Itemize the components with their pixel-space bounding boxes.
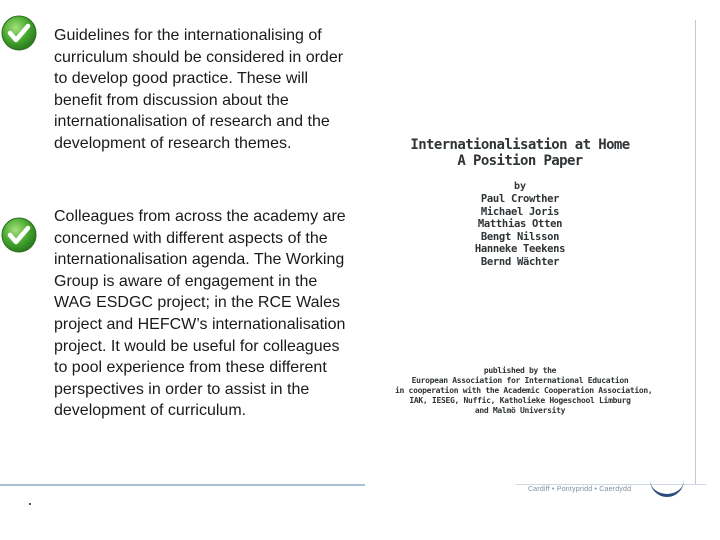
checkmark-icon [0, 216, 38, 254]
author-name: Bernd Wächter [480, 255, 560, 268]
vertical-divider [695, 20, 696, 484]
publisher-line: in cooperation with the Academic Cooperation Association, [395, 386, 653, 395]
author-name: Matthias Otten [477, 218, 563, 231]
cover-title [395, 137, 645, 169]
cover-authors [395, 193, 645, 269]
footer-logo-icon [650, 476, 684, 497]
footer-dot [29, 503, 31, 505]
author-name: Paul Crowther [480, 193, 560, 205]
author-name: Michael Joris [480, 205, 560, 218]
cover-subtitle-line: A Position Paper [457, 153, 583, 169]
publisher-line: published by the [483, 366, 557, 375]
footer-divider [0, 484, 365, 486]
bullet-text: Guidelines for the internationalising of curriculum should be considered in order to develop good practice. These will benefit from discussion about the internationalisation of research and the development of research themes. [54, 27, 344, 152]
publisher-line: and Malmö University [474, 406, 566, 415]
footer-text: Cardiff • Pontypridd • Caerdydd [528, 486, 632, 493]
publisher-line: IAK, IESEG, Nuffic, Katholieke Hogeschool Limburg [409, 396, 631, 405]
cover-title-line: Internationalisation at Home [410, 137, 630, 153]
publisher-line: European Association for International Education [411, 376, 629, 385]
cover-by: by [513, 181, 527, 192]
bullet-text: Colleagues from across the academy are concerned with different aspects of the internationalisation agenda. The Working Group is aware of engagement in the WAG ESDGC project; in the RCE Wales project and HEFCW’s internationalisation project. It would be useful for colleagues to pool experience from these different perspectives in order to assist in the development of curriculum. [54, 208, 346, 420]
author-name: Bengt Nilsson [480, 230, 560, 243]
cover-publisher [395, 366, 653, 416]
checkmark-icon [0, 14, 38, 52]
author-name: Hanneke Teekens [474, 243, 566, 256]
document-cover-image [395, 125, 655, 430]
